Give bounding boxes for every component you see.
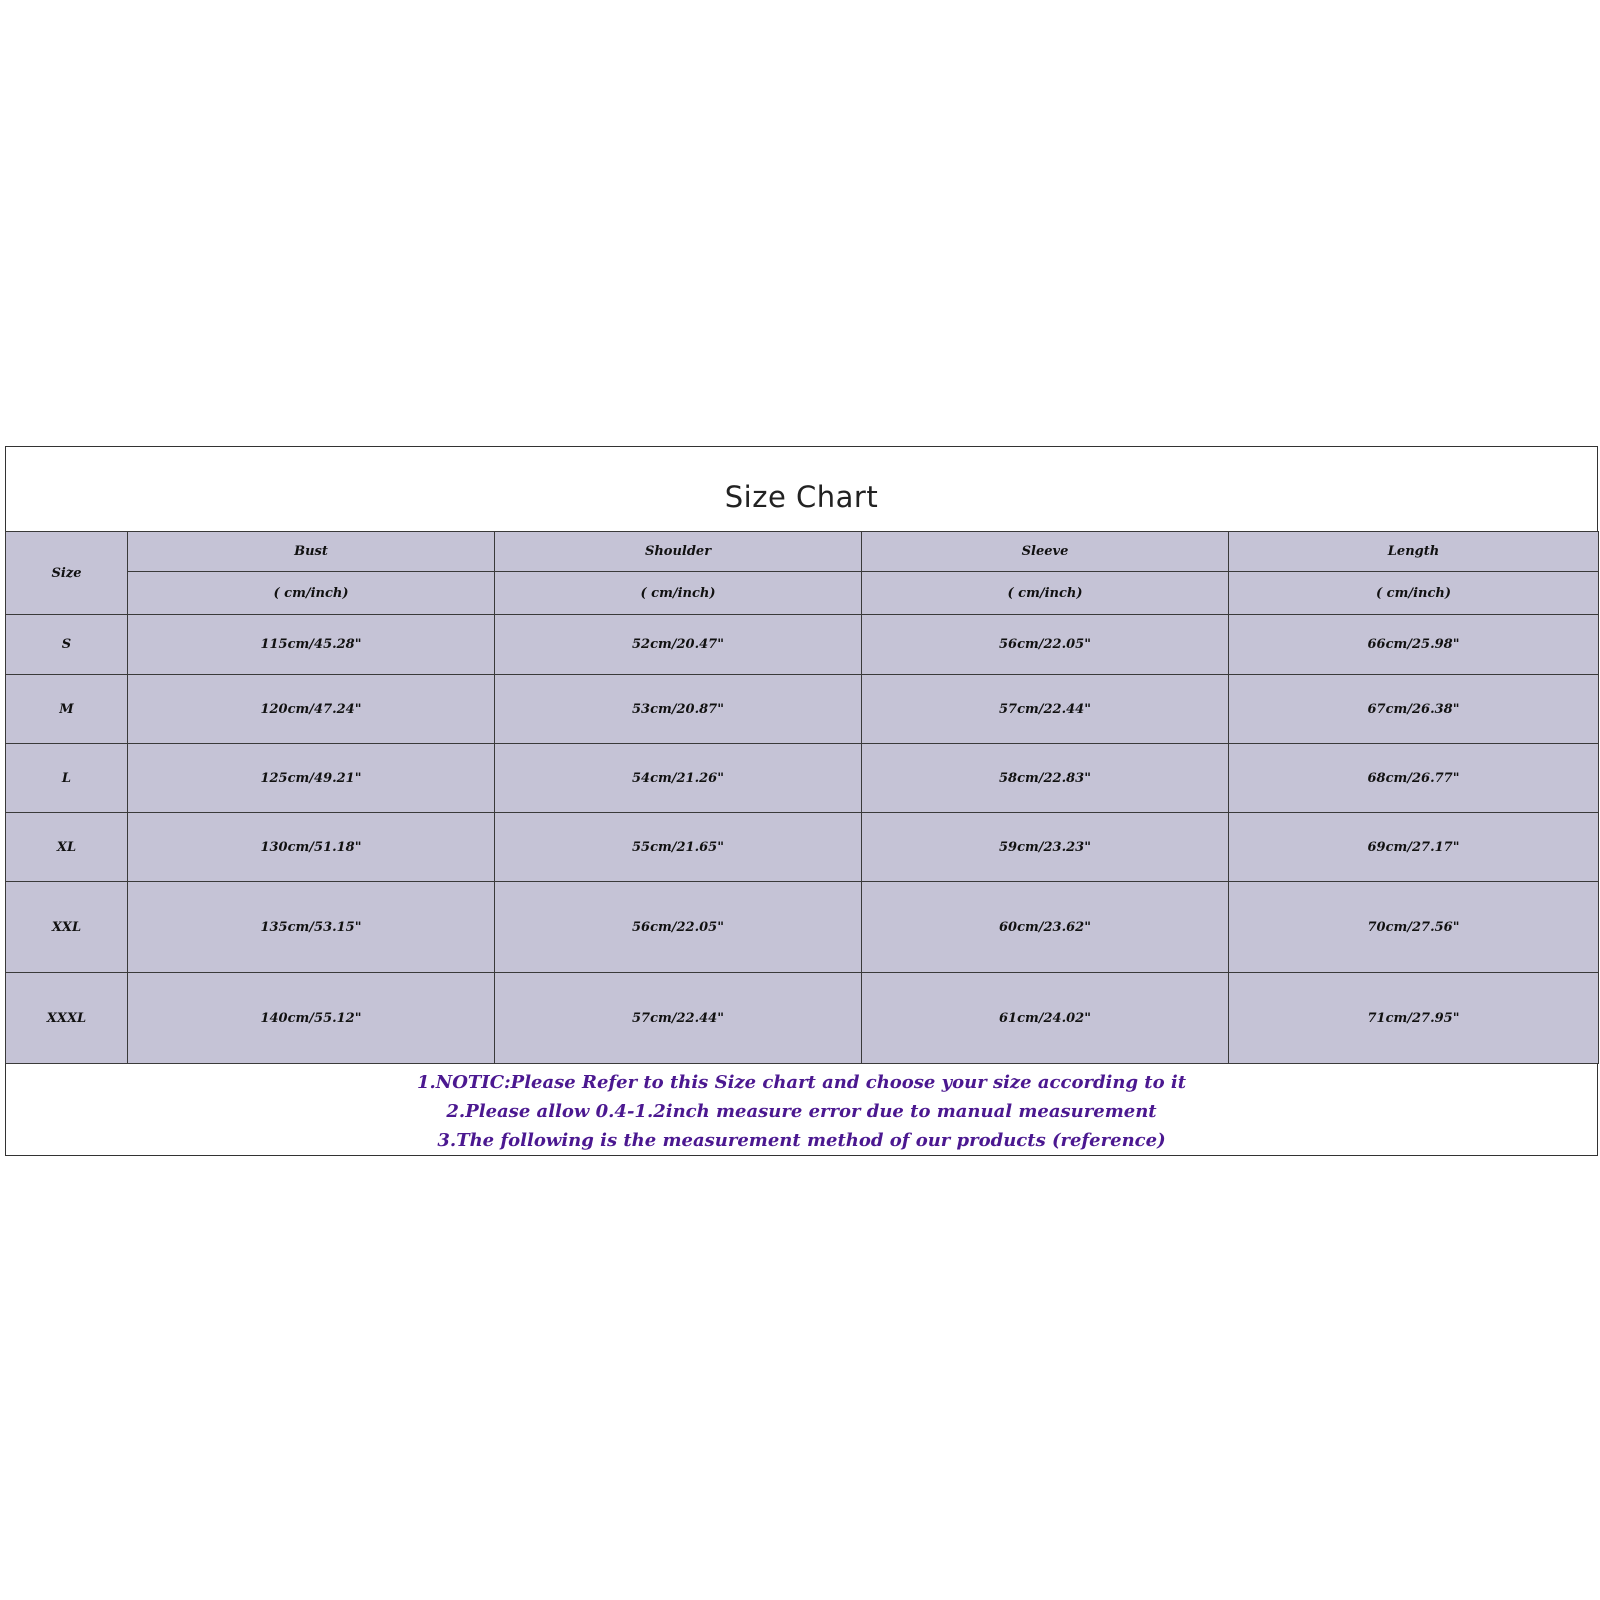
shoulder-cell: 57cm/22.44" xyxy=(495,973,862,1064)
sleeve-cell: 59cm/23.23" xyxy=(862,813,1229,882)
shoulder-cell: 55cm/21.65" xyxy=(495,813,862,882)
size-table xyxy=(5,531,1599,1064)
shoulder-cell: 52cm/20.47" xyxy=(495,615,862,675)
unit-label: ( cm/inch) xyxy=(495,572,862,615)
unit-label: ( cm/inch) xyxy=(128,572,495,615)
length-cell: 67cm/26.38" xyxy=(1229,675,1599,744)
bust-cell: 120cm/47.24" xyxy=(128,675,495,744)
size-cell: XL xyxy=(6,813,128,882)
bust-cell: 135cm/53.15" xyxy=(128,882,495,973)
table-row xyxy=(6,675,1599,744)
bust-cell: 140cm/55.12" xyxy=(128,973,495,1064)
header-row xyxy=(6,532,1599,572)
shoulder-cell: 53cm/20.87" xyxy=(495,675,862,744)
sleeve-cell: 61cm/24.02" xyxy=(862,973,1229,1064)
size-cell: L xyxy=(6,744,128,813)
header-shoulder: Shoulder xyxy=(495,532,862,572)
header-size: Size xyxy=(6,532,128,615)
table-row xyxy=(6,615,1599,675)
sleeve-cell: 60cm/23.62" xyxy=(862,882,1229,973)
length-cell: 71cm/27.95" xyxy=(1229,973,1599,1064)
bust-cell: 125cm/49.21" xyxy=(128,744,495,813)
sleeve-cell: 56cm/22.05" xyxy=(862,615,1229,675)
note-line: 2.Please allow 0.4-1.2inch measure error due to manual measurement xyxy=(446,1100,1157,1122)
title-area xyxy=(6,447,1597,531)
unit-row xyxy=(6,572,1599,615)
shoulder-cell: 54cm/21.26" xyxy=(495,744,862,813)
bust-cell: 130cm/51.18" xyxy=(128,813,495,882)
unit-label: ( cm/inch) xyxy=(862,572,1229,615)
length-cell: 68cm/26.77" xyxy=(1229,744,1599,813)
table-row xyxy=(6,973,1599,1064)
table-row xyxy=(6,744,1599,813)
sleeve-cell: 57cm/22.44" xyxy=(862,675,1229,744)
header-length: Length xyxy=(1229,532,1599,572)
length-cell: 70cm/27.56" xyxy=(1229,882,1599,973)
chart-title: Size Chart xyxy=(724,480,879,514)
size-cell: S xyxy=(6,615,128,675)
bust-cell: 115cm/45.28" xyxy=(128,615,495,675)
note-line: 1.NOTIC:Please Refer to this Size chart and choose your size according to it xyxy=(416,1071,1187,1093)
header-bust: Bust xyxy=(128,532,495,572)
sleeve-cell: 58cm/22.83" xyxy=(862,744,1229,813)
unit-label: ( cm/inch) xyxy=(1229,572,1599,615)
size-cell: XXL xyxy=(6,882,128,973)
note-line: 3.The following is the measurement method of our products (reference) xyxy=(437,1129,1166,1151)
length-cell: 66cm/25.98" xyxy=(1229,615,1599,675)
header-sleeve: Sleeve xyxy=(862,532,1229,572)
notes-section xyxy=(6,1067,1597,1155)
size-cell: XXXL xyxy=(6,973,128,1064)
size-chart xyxy=(5,446,1598,1156)
size-cell: M xyxy=(6,675,128,744)
length-cell: 69cm/27.17" xyxy=(1229,813,1599,882)
table-row xyxy=(6,882,1599,973)
table-row xyxy=(6,813,1599,882)
shoulder-cell: 56cm/22.05" xyxy=(495,882,862,973)
